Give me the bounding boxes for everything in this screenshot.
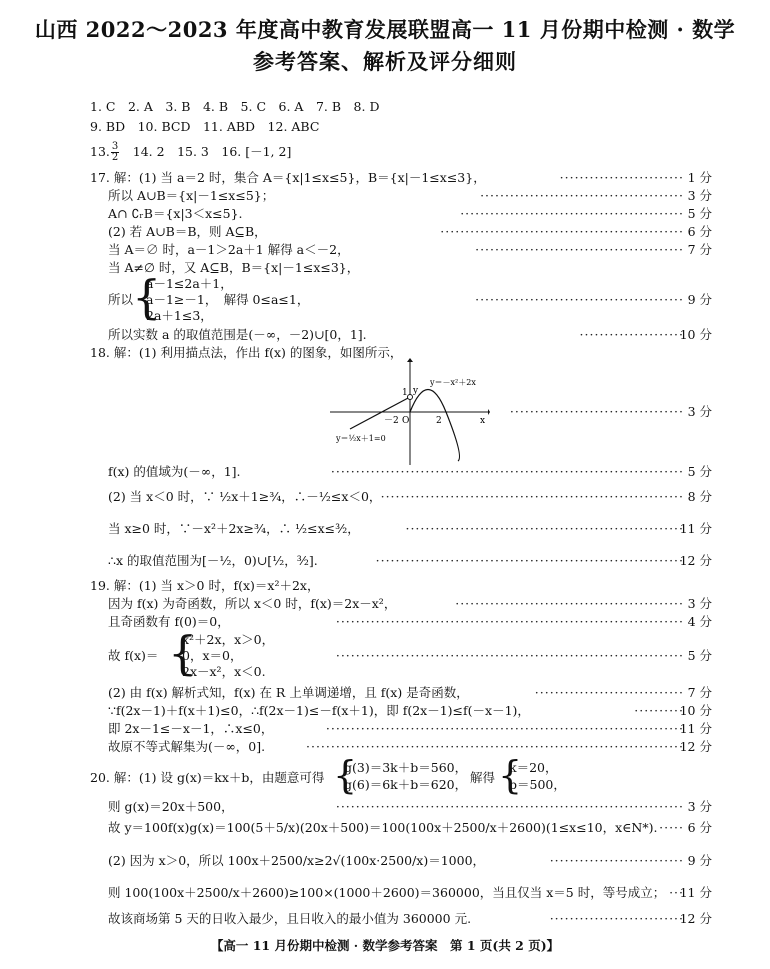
left-brace: { (168, 626, 198, 680)
q17-line: 所以实数 a 的取值范围是(－∞，－2)∪[0，1]. ····················· 10 分 (108, 327, 712, 342)
fraction: $\frac{3}{2}$ (111, 141, 119, 163)
q17-line: A∩ ∁ᵣB＝{x|3＜x≤5}. ············································· 5 分 (108, 206, 712, 221)
parabola-branch (410, 390, 460, 462)
svg-text:－2: －2 (384, 416, 399, 426)
q19-line: (2) 由 f(x) 解析式知，f(x) 在 R 上单调递增，且 f(x) 是奇函数， ······························ 7 分 (108, 685, 712, 700)
q19-line: 因为 f(x) 为奇函数，所以 x＜0 时，f(x)＝2x－x²， ·············································· 3 分 (108, 596, 712, 611)
svg-text:y＝½x＋1=0: y＝½x＋1=0 (336, 434, 386, 443)
q20-line: 故该商场第 5 天的日收入最少，且日收入的最小值为 360000 元. ··························· 12 分 (108, 911, 712, 926)
left-brace: { (498, 753, 523, 797)
q20-line: 故 y＝100f(x)g(x)＝100(5＋5/x)(20x＋500)＝100(100x＋2500/x＋2600)(1≤x≤10，x∈N*). ····· 6 分 (108, 820, 712, 835)
left-brace: { (333, 753, 358, 797)
q19-line: 故原不等式解集为(－∞，0]. ············································································ 12 分 (108, 739, 712, 754)
svg-text:y: y (413, 386, 419, 396)
svg-text:1: 1 (402, 388, 408, 398)
svg-text:y＝－x²＋2x: y＝－x²＋2x (430, 378, 476, 387)
q19-piecewise: 故 f(x)＝ { x²＋2x，x＞0， 0，x＝0， 2x－x²，x＜0. ······································································ 5 分 (108, 626, 712, 680)
q17-system: 所以 { a－1≤2a＋1， a－1≥－1， 解得 0≤a≤1， 2a＋1≤3， ·········································· 9 分 (108, 270, 712, 324)
q17-line: (2) 若 A∪B＝B，则 A⊆B， ················································· 6 分 (108, 224, 712, 239)
svg-text:2: 2 (436, 416, 442, 426)
q19-line: 即 2x－1≤－x－1，∴x≤0， ········································································ 11 分 (108, 721, 712, 736)
q18-line: f(x) 的值域为(－∞，1]. ······································································· 5 分 (108, 464, 712, 479)
q20-line: 则 g(x)＝20x＋500， ······································································ 3 分 (108, 799, 712, 814)
q18-line: 当 x≥0 时，∵－x²＋2x≥¾，∴ ½≤x≤³⁄₂， ························································ 11 分 (108, 521, 712, 536)
page-footer: 【高一 11 月份期中检测 · 数学参考答案 第 1 页(共 2 页)】 (210, 938, 560, 953)
svg-text:x: x (480, 416, 486, 426)
q18-score: ··································· 3 分 (509, 404, 712, 419)
q18-line: ∴x 的取值范围为[－½，0)∪[½，³⁄₂]. ······························································ 12 分 (108, 553, 712, 568)
page-title: 山西 2022～2023 年度高中教育发展联盟高一 11 月份期中检测 · 数学 (34, 17, 736, 42)
q20-system: 20. 解：(1) 设 g(x)＝kx＋b，由题意可得 { g(3)＝3k＋b＝560， g(6)＝6k＋b＝620， 解得 { k＝20， b＝500， (90, 753, 566, 797)
q17-line: 17. 解：(1) 当 a＝2 时，集合 A＝{x|1≤x≤5}，B＝{x|－1≤x≤3}， ························· 1 分 (90, 170, 712, 185)
svg-text:O: O (402, 416, 410, 426)
q18-line: 18. 解：(1) 利用描点法，作出 f(x) 的图象，如图所示， (90, 345, 403, 360)
q19-line: 且奇函数有 f(0)＝0， ······································································ 4 分 (108, 614, 712, 629)
open-point (408, 395, 413, 400)
q18-line: (2) 当 x＜0 时，∵ ½x＋1≥¾，∴－½≤x＜0， ····························································· 8 分 (108, 489, 712, 504)
q17-line: 当 A＝∅ 时，a－1＞2a＋1 解得 a＜－2， ·········································· 7 分 (108, 242, 712, 257)
q20-line: (2) 因为 x＞0，所以 100x＋2500/x≥2√(100x·2500/x)＝1000， ··························· 9 分 (108, 853, 712, 868)
q19-line: 19. 解：(1) 当 x＞0 时，f(x)＝x²＋2x， (90, 578, 320, 593)
answers-line-3: 13. $\frac{3}{2}$ 14. 2 15. 3 16. [－1, 2] (90, 141, 292, 163)
answers-line-2: 9. BD 10. BCD 11. ABD 12. ABC (90, 119, 320, 134)
q17-line: 当 A≠∅ 时，又 A⊆B，B＝{x|－1≤x≤3}， (108, 260, 360, 275)
answers-line-1: 1. C 2. A 3. B 4. B 5. C 6. A 7. B 8. D (90, 99, 380, 114)
left-brace: { (132, 270, 162, 324)
q17-line: 所以 A∪B＝{x|－1≤x≤5}； ········································· 3 分 (108, 188, 712, 203)
q20-line: 则 100(100x＋2500/x＋2600)≥100×(1000＋2600)＝360000，当且仅当 x＝5 时，等号成立； ··· 11 分 (108, 885, 712, 900)
q19-line: ∵f(2x－1)＋f(x＋1)≤0，∴f(2x－1)≤－f(x＋1)，即 f(2x－1)≤f(－x－1)， ·········· 10 分 (108, 703, 712, 718)
page-subtitle: 参考答案、解析及评分细则 (253, 49, 517, 74)
